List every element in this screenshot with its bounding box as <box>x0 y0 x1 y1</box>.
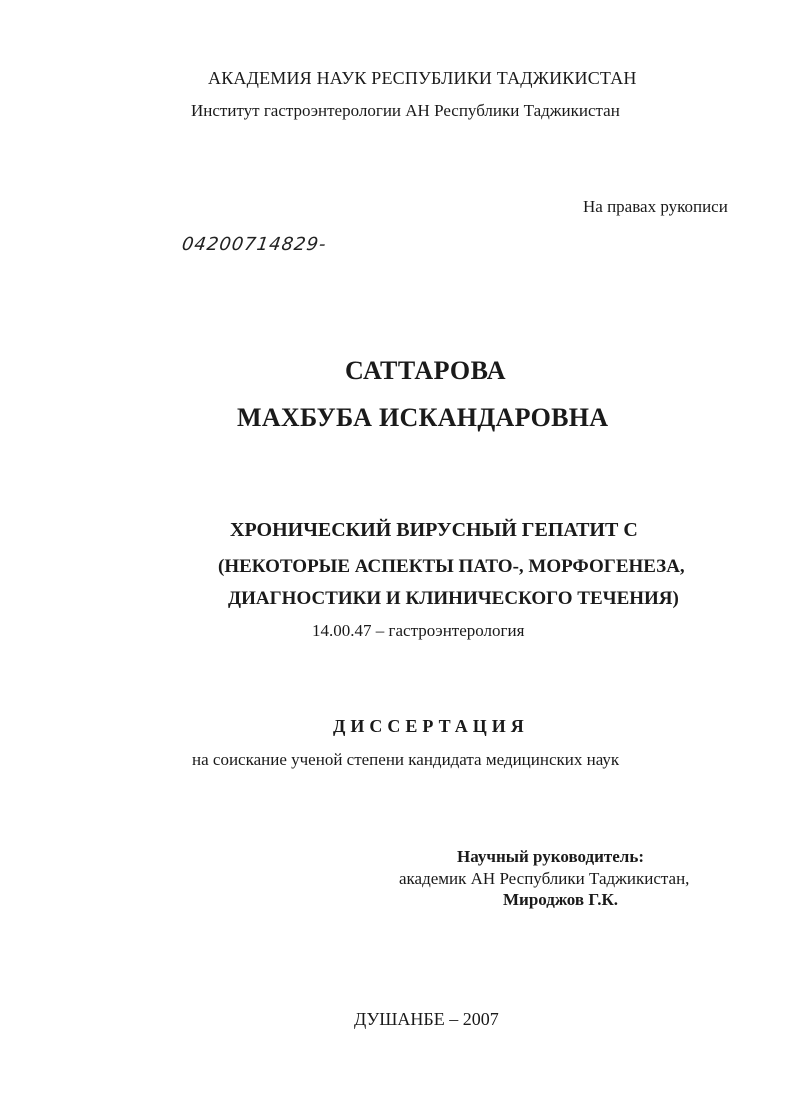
place-year: ДУШАНБЕ – 2007 <box>354 1009 499 1029</box>
supervisor-title: академик АН Республики Таджикистан, <box>399 869 690 888</box>
academy-heading: АКАДЕМИЯ НАУК РЕСПУБЛИКИ ТАДЖИКИСТАН <box>208 68 637 88</box>
title-line-2: (НЕКОТОРЫЕ АСПЕКТЫ ПАТО-, МОРФОГЕНЕЗА, <box>218 556 685 577</box>
archive-number-stamp: 04200714829- <box>180 234 328 255</box>
title-line-3: ДИАГНОСТИКИ И КЛИНИЧЕСКОГО ТЕЧЕНИЯ) <box>228 588 679 609</box>
author-surname: САТТАРОВА <box>345 356 507 385</box>
supervisor-name: Мироджов Г.К. <box>503 890 619 909</box>
degree-line: на соискание ученой степени кандидата медицинских наук <box>192 750 620 769</box>
institute-heading: Институт гастроэнтерологии АН Республики Таджикистан <box>191 101 620 120</box>
author-given-names: МАХБУБА ИСКАНДАРОВНА <box>237 403 609 432</box>
rights-notice: На правах рукописи <box>583 197 728 216</box>
title-line-1: ХРОНИЧЕСКИЙ ВИРУСНЫЙ ГЕПАТИТ С <box>230 519 638 541</box>
specialty-code: 14.00.47 – гастроэнтерология <box>312 621 525 640</box>
document-type: ДИССЕРТАЦИЯ <box>333 716 529 736</box>
supervisor-label: Научный руководитель: <box>457 847 644 866</box>
